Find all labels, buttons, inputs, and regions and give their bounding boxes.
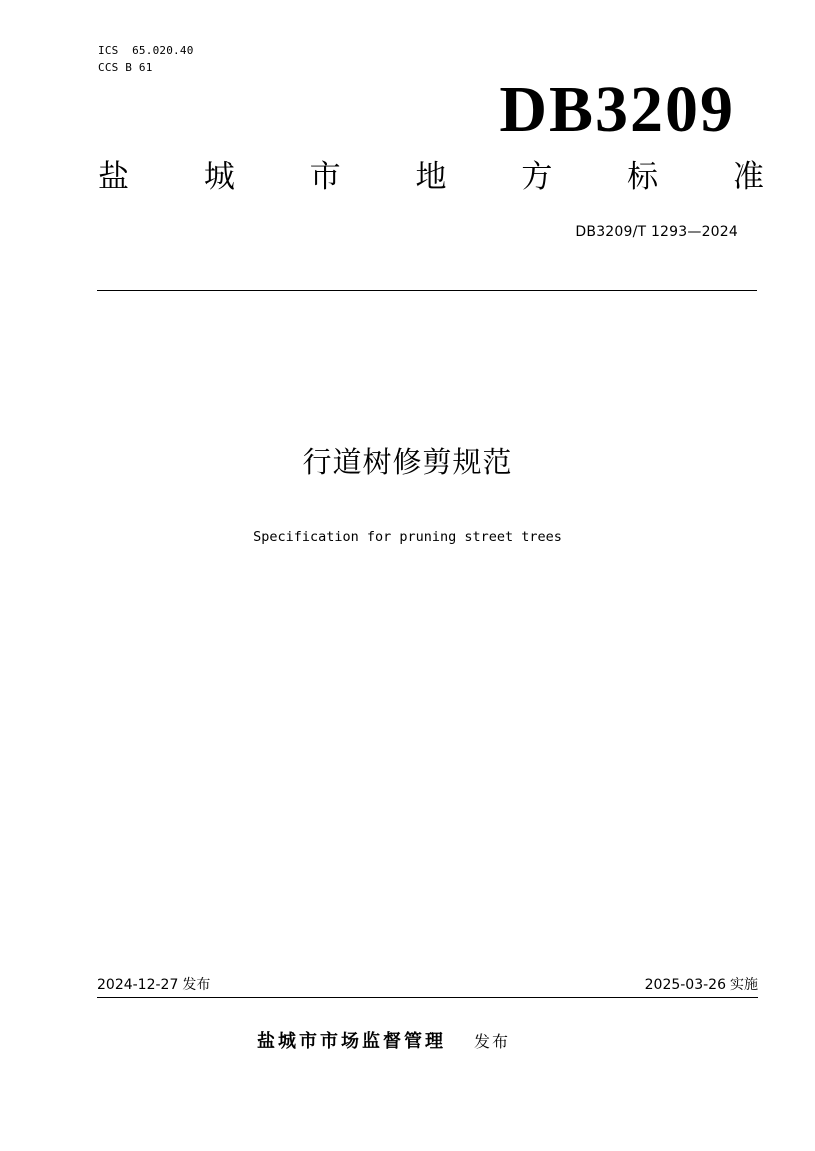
classification-codes xyxy=(98,42,194,76)
release-date: 2024-12-27 xyxy=(97,977,179,993)
standard-type-char: 方 xyxy=(521,159,553,195)
standard-mark: DB3209 xyxy=(499,73,735,146)
standard-type-char: 盐 xyxy=(98,159,129,195)
issuer-organization: 盐城市市场监督管理 xyxy=(257,1031,446,1052)
standard-type-char: 地 xyxy=(415,159,447,195)
standard-type-char: 准 xyxy=(732,159,764,195)
issuing-authority xyxy=(257,1029,510,1055)
implementation-label: 实施 xyxy=(730,977,758,993)
implementation-info xyxy=(645,975,758,995)
standard-type-title xyxy=(98,154,764,200)
release-label: 发布 xyxy=(182,977,211,993)
document-title-english: Specification for pruning street trees xyxy=(253,529,562,545)
implementation-date: 2025-03-26 xyxy=(644,977,726,993)
release-info xyxy=(97,975,210,995)
date-row xyxy=(97,975,758,998)
standard-type-char: 城 xyxy=(203,159,235,195)
document-title-chinese: 行道树修剪规范 xyxy=(302,445,513,479)
ics-code: ICS 65.020.40 xyxy=(98,44,194,57)
standard-number: DB3209/T 1293—2024 xyxy=(575,224,738,240)
ccs-code: CCS B 61 xyxy=(98,61,153,74)
header-divider xyxy=(97,290,757,291)
issuer-action: 发布 xyxy=(474,1032,511,1051)
standard-type-char: 市 xyxy=(309,159,341,195)
standard-type-char: 标 xyxy=(627,159,659,195)
